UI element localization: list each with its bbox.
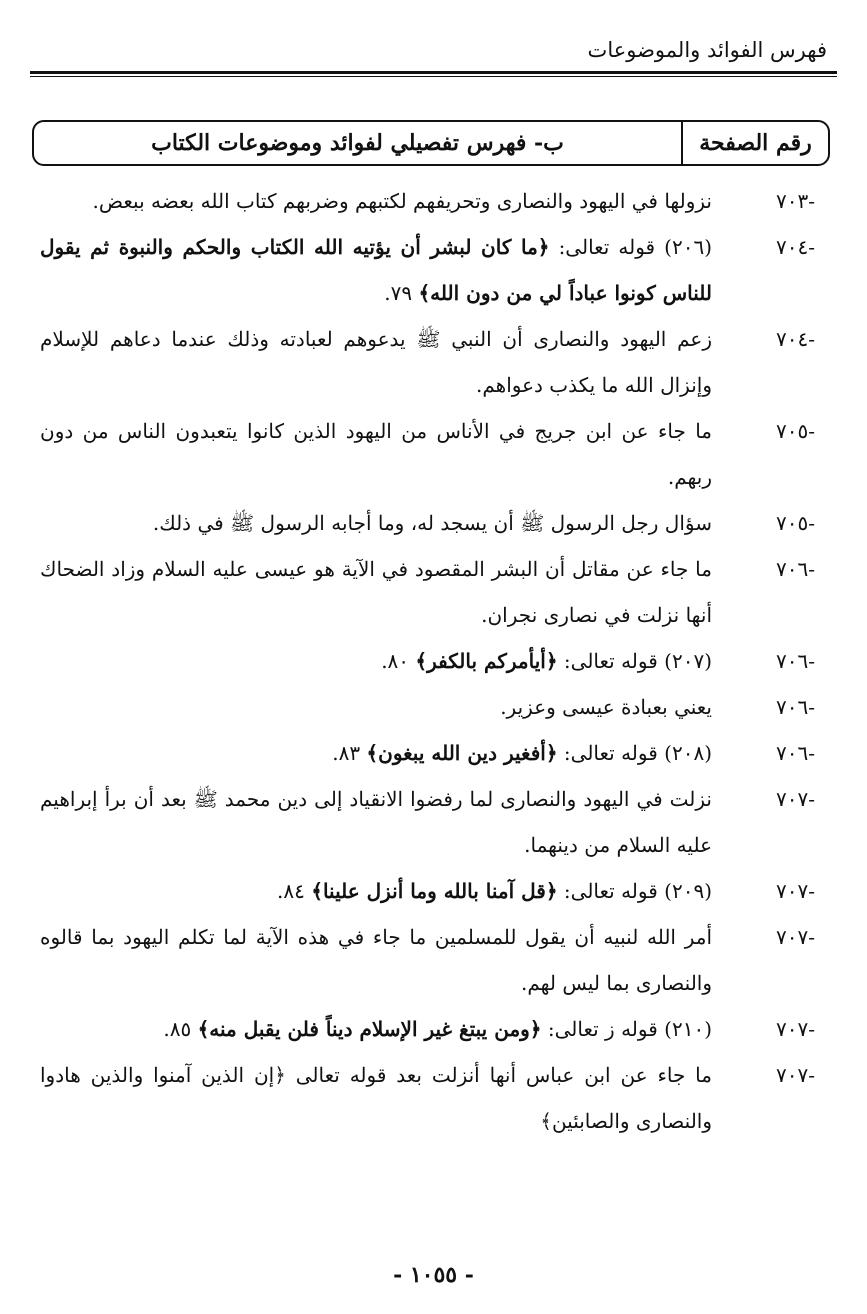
entry-page-number: -٧٠٤ xyxy=(776,235,815,259)
entry-page-number: -٧٠٦ xyxy=(776,741,815,765)
entry-page-number: -٧٠٥ xyxy=(776,419,815,443)
entry-page-number: -٧٠٧ xyxy=(776,879,815,903)
entry-text-plain: نزلت في اليهود والنصارى لما رفضوا الانقياد إلى دين محمد ﷺ بعد أن برأ إبراهيم عليه السلام من دينهما. xyxy=(40,787,712,857)
entry-text-plain: (٢٠٨) قوله تعالى: xyxy=(557,741,712,765)
index-entries xyxy=(40,178,827,1144)
entry-text xyxy=(40,500,712,546)
entry-verse-number: ٨٤. xyxy=(277,879,312,903)
entry-text xyxy=(40,776,712,868)
entry-text-plain: أمر الله لنبيه أن يقول للمسلمين ما جاء في هذه الآية لما تكلم اليهود بما قالوه والنصارى بما ليس لهم. xyxy=(40,925,712,995)
entry-quran-verse: ﴿قل آمنا بالله وما أنزل علينا﴾ xyxy=(311,879,558,903)
entry-text-plain: ما جاء عن ابن عباس أنها أنزلت بعد قوله تعالى ﴿إن الذين آمنوا والذين هادوا والنصارى والصابئين﴾ xyxy=(40,1063,712,1133)
entry-text xyxy=(40,868,712,914)
entry-verse-number: ٨٥. xyxy=(163,1017,198,1041)
entry-text-plain: ما جاء عن مقاتل أن البشر المقصود في الآية هو عيسى عليه السلام وزاد الضحاك أنها نزلت في نصارى نجران. xyxy=(40,557,712,627)
index-entry xyxy=(40,178,827,224)
index-entry xyxy=(40,638,827,684)
entry-text-plain: يعني بعبادة عيسى وعزير. xyxy=(500,695,712,719)
entry-text xyxy=(40,316,712,408)
header-rule-thick xyxy=(30,71,837,74)
entry-text xyxy=(40,408,712,500)
index-entry xyxy=(40,224,827,316)
entry-quran-verse: ﴿أيأمركم بالكفر﴾ xyxy=(415,649,558,673)
entry-page-number: -٧٠٧ xyxy=(776,925,815,949)
entry-text xyxy=(40,1006,712,1052)
entry-text xyxy=(40,1052,712,1144)
index-entry xyxy=(40,546,827,638)
entry-quran-verse: ﴿ومن يبتغ غير الإسلام ديناً فلن يقبل منه﴾ xyxy=(197,1017,542,1041)
index-entry xyxy=(40,316,827,408)
entry-text-plain: ما جاء عن ابن جريج في الأناس من اليهود الذين كانوا يتعبدون الناس من دون ربهم. xyxy=(40,419,712,489)
index-entry xyxy=(40,408,827,500)
entry-text xyxy=(40,730,712,776)
index-table-header xyxy=(32,120,830,166)
entry-quran-verse: ﴿أفغير دين الله يبغون﴾ xyxy=(366,741,558,765)
entry-text xyxy=(40,684,712,730)
entry-page-number: -٧٠٧ xyxy=(776,1017,815,1041)
page-column-header: رقم الصفحة xyxy=(681,122,828,164)
index-entry xyxy=(40,730,827,776)
entry-text-plain: (٢٠٩) قوله تعالى: xyxy=(557,879,712,903)
entry-text-plain: زعم اليهود والنصارى أن النبي ﷺ يدعوهم لعبادته وذلك عندما دعاهم للإسلام وإنزال الله ما يكذب دعواهم. xyxy=(40,327,712,397)
index-entry xyxy=(40,1052,827,1144)
entry-page-number: -٧٠٦ xyxy=(776,557,815,581)
entry-page-number: -٧٠٧ xyxy=(776,787,815,811)
entry-text-plain: سؤال رجل الرسول ﷺ أن يسجد له، وما أجابه الرسول ﷺ في ذلك. xyxy=(152,511,712,535)
index-entry xyxy=(40,868,827,914)
entry-page-number: -٧٠٧ xyxy=(776,1063,815,1087)
entry-page-number: -٧٠٥ xyxy=(776,511,815,535)
entry-text xyxy=(40,638,712,684)
index-entry xyxy=(40,500,827,546)
entry-text xyxy=(40,546,712,638)
entry-page-number: -٧٠٦ xyxy=(776,649,815,673)
entry-verse-number: ٨٣. xyxy=(332,741,367,765)
entry-page-number: -٧٠٦ xyxy=(776,695,815,719)
entry-verse-number: ٧٩. xyxy=(384,281,419,305)
entry-text-plain: (٢٠٧) قوله تعالى: xyxy=(557,649,712,673)
entry-text-plain: (٢٠٦) قوله تعالى: xyxy=(549,235,712,259)
index-entry xyxy=(40,776,827,868)
index-title-header: ب- فهرس تفصيلي لفوائد وموضوعات الكتاب xyxy=(151,130,564,156)
entry-quran-verse: ﴿ما كان لبشر أن يؤتيه الله الكتاب والحكم والنبوة ثم يقول للناس كونوا عباداً لي من دون الله﴾ xyxy=(40,235,712,305)
entry-page-number: -٧٠٤ xyxy=(776,327,815,351)
entry-text-plain: (٢١٠) قوله ز تعالى: xyxy=(541,1017,712,1041)
entry-text xyxy=(40,178,712,224)
running-title: فهرس الفوائد والموضوعات xyxy=(587,38,827,62)
header-rule-thin xyxy=(30,76,837,77)
index-entry xyxy=(40,684,827,730)
entry-text-plain: نزولها في اليهود والنصارى وتحريفهم لكتبهم وضربهم كتاب الله بعضه ببعض. xyxy=(92,189,712,213)
entry-page-number: -٧٠٣ xyxy=(776,189,815,213)
index-entry xyxy=(40,914,827,1006)
entry-text xyxy=(40,224,712,316)
entry-text xyxy=(40,914,712,1006)
index-entry xyxy=(40,1006,827,1052)
page-number: - ١٠٥٥ - xyxy=(393,1262,474,1288)
entry-verse-number: ٨٠. xyxy=(381,649,416,673)
